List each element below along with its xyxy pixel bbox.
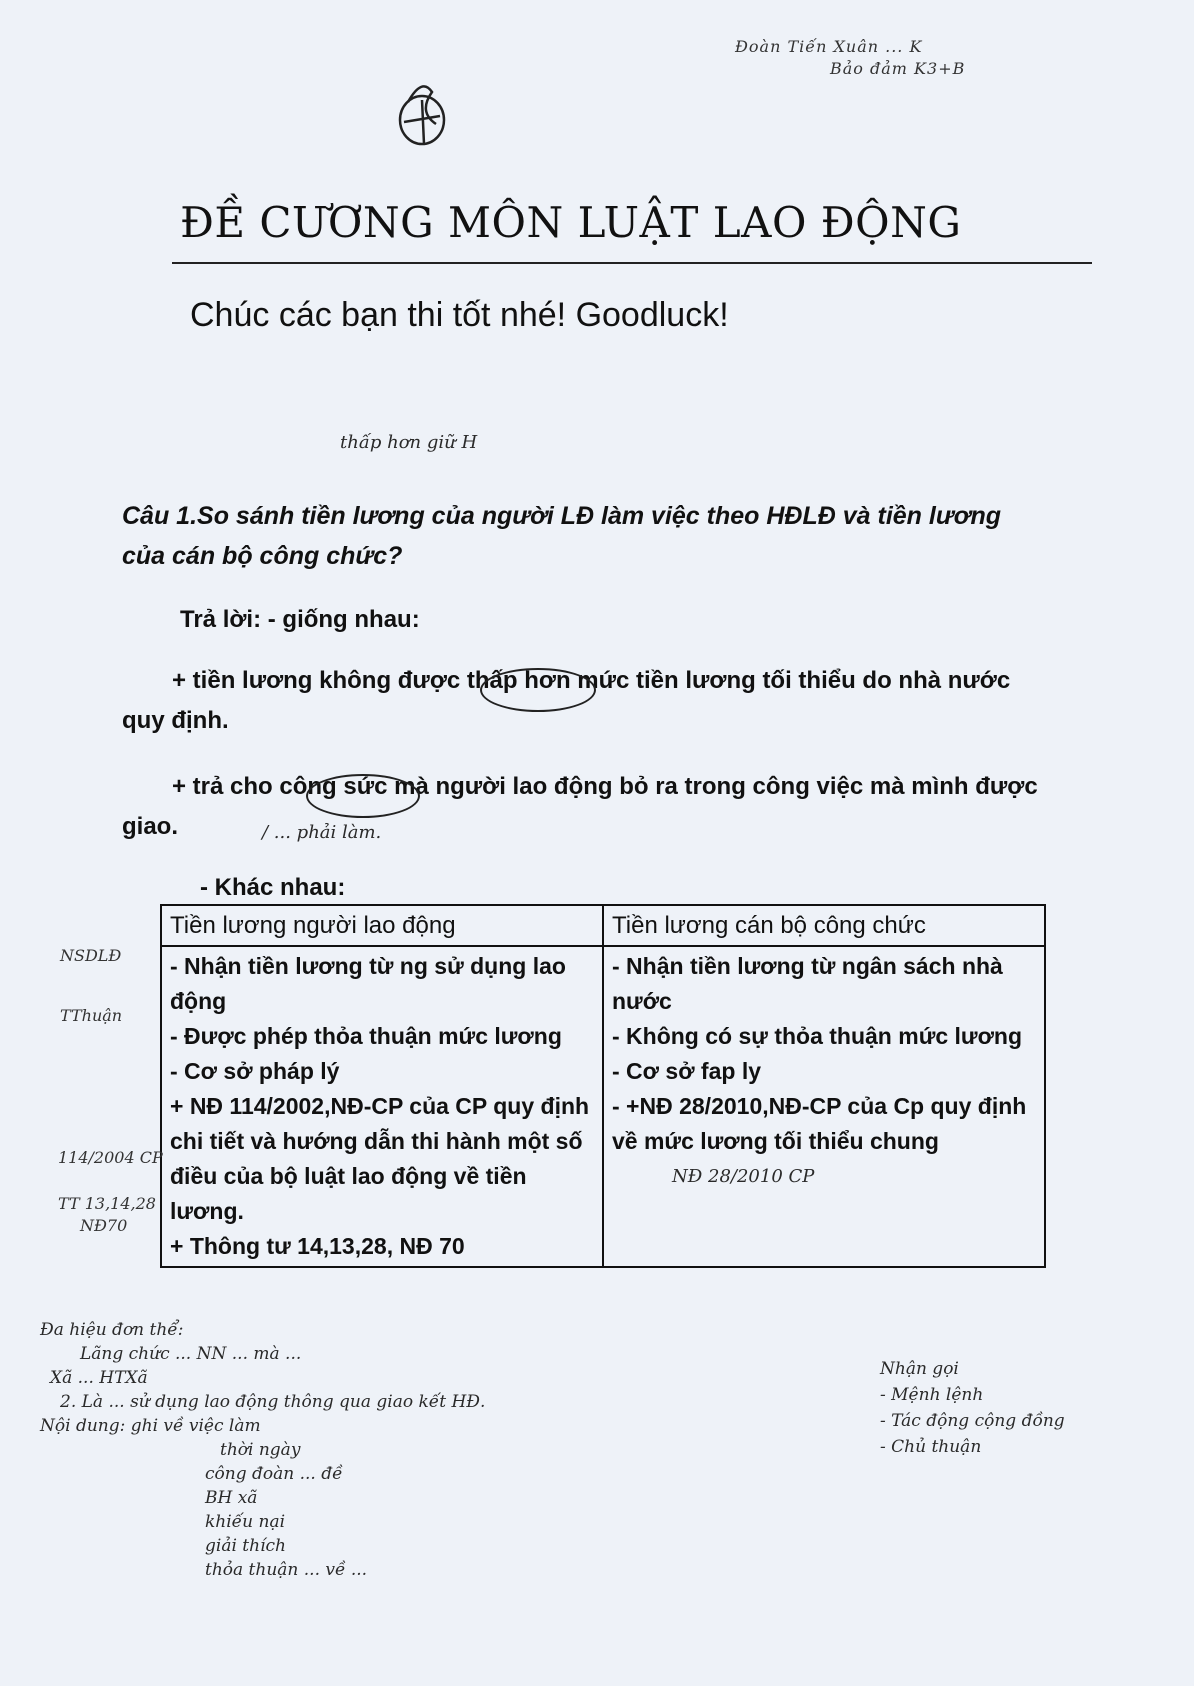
- handwriting-line: Nhận gọi: [880, 1359, 959, 1379]
- differences-intro: - Khác nhau:: [200, 874, 346, 901]
- similarity-item: + tiền lương không được thấp hơn mức tiền lương tối thiểu do nhà nước quy định.: [122, 667, 1011, 734]
- handwriting-line: Lãng chức ... NN ... mà ...: [80, 1344, 302, 1364]
- handwriting-line: Nội dung: ghi về việc làm: [40, 1416, 261, 1436]
- ink-circle: [306, 774, 420, 818]
- handwriting-line: 2. Là ... sử dụng lao động thông qua giao kết HĐ.: [60, 1392, 486, 1412]
- right-handwriting: [880, 1356, 1170, 1460]
- table-row: [161, 946, 1045, 1267]
- page-subtitle: Chúc các bạn thi tốt nhé! Goodluck!: [190, 296, 729, 334]
- table-header-cell: Tiền lương cán bộ công chức: [603, 905, 1045, 946]
- handwriting-line: Đa hiệu đơn thể:: [40, 1320, 184, 1340]
- table-cell-line: + NĐ 114/2002,NĐ-CP của CP quy định chi tiết và hướng dẫn thi hành một số điều của bộ luật lao động về tiền lương.: [170, 1093, 590, 1224]
- handwriting-line: thỏa thuận ... về ...: [205, 1560, 368, 1580]
- handwriting-line: giải thích: [205, 1536, 286, 1556]
- handwritten-note: / ... phải làm.: [262, 822, 382, 843]
- question-text: Câu 1.So sánh tiền lương của người LĐ làm việc theo HĐLĐ và tiền lương của cán bộ công chức?: [122, 502, 1002, 570]
- header-handwriting: [735, 36, 965, 80]
- handwritten-note: thấp hơn giữ H: [340, 432, 478, 453]
- margin-note: TThuận: [60, 1006, 123, 1025]
- bottom-handwriting: [40, 1318, 800, 1582]
- table-cell-line: - Không có sự thỏa thuận mức lương: [612, 1023, 1023, 1049]
- similarity-item: + trả cho công sức mà người lao động bỏ ra trong công việc mà mình được giao.: [122, 773, 1038, 840]
- table-cell-line: + Thông tư 14,13,28, NĐ 70: [170, 1233, 465, 1259]
- table-cell-line: - +NĐ 28/2010,NĐ-CP của Cp quy định về mức lương tối thiểu chung: [612, 1093, 1027, 1154]
- handwriting-line: - Mệnh lệnh: [880, 1385, 984, 1405]
- margin-note: TT 13,14,28: [58, 1194, 156, 1213]
- table-cell-left: [161, 946, 603, 1267]
- table-cell-line: NĐ 28/2010 CP: [672, 1166, 815, 1187]
- page-title: ĐỀ CƯƠNG MÔN LUẬT LAO ĐỘNG: [180, 198, 962, 247]
- table-header-row: [161, 905, 1045, 946]
- header-handwriting-line: Bảo đảm K3+B: [830, 59, 966, 78]
- table-cell-line: - Cơ sở pháp lý: [170, 1058, 340, 1084]
- table-cell-line: - Nhận tiền lương từ ng sử dụng lao động: [170, 953, 566, 1014]
- handwriting-line: Xã ... HTXã: [50, 1368, 148, 1388]
- handwriting-line: - Chủ thuận: [880, 1437, 982, 1457]
- margin-note: NĐ70: [80, 1216, 128, 1235]
- margin-note: NSDLĐ: [60, 946, 122, 965]
- handwriting-line: BH xã: [205, 1488, 258, 1508]
- table-cell-line: - Được phép thỏa thuận mức lương: [170, 1023, 562, 1049]
- header-handwriting-line: Đoàn Tiến Xuân ... K: [735, 37, 923, 56]
- table-cell-line: - Nhận tiền lương từ ngân sách nhà nước: [612, 953, 1003, 1014]
- handwriting-line: công đoàn ... đề: [205, 1464, 343, 1484]
- table-cell-line: - Cơ sở fap ly: [612, 1058, 762, 1084]
- ink-circle: [480, 668, 596, 712]
- handwriting-line: khiếu nại: [205, 1512, 286, 1532]
- table-cell-right: [603, 946, 1045, 1267]
- handwriting-line: - Tác động cộng đồng: [880, 1411, 1065, 1431]
- margin-note: 114/2004 CP: [58, 1148, 163, 1167]
- answer-intro: Trả lời: - giống nhau:: [180, 606, 420, 633]
- signature-mark-icon: [388, 72, 458, 152]
- comparison-table: [160, 904, 1046, 1268]
- handwriting-line: thời ngày: [220, 1440, 301, 1460]
- title-rule: [172, 262, 1092, 264]
- table-header-cell: Tiền lương người lao động: [161, 905, 603, 946]
